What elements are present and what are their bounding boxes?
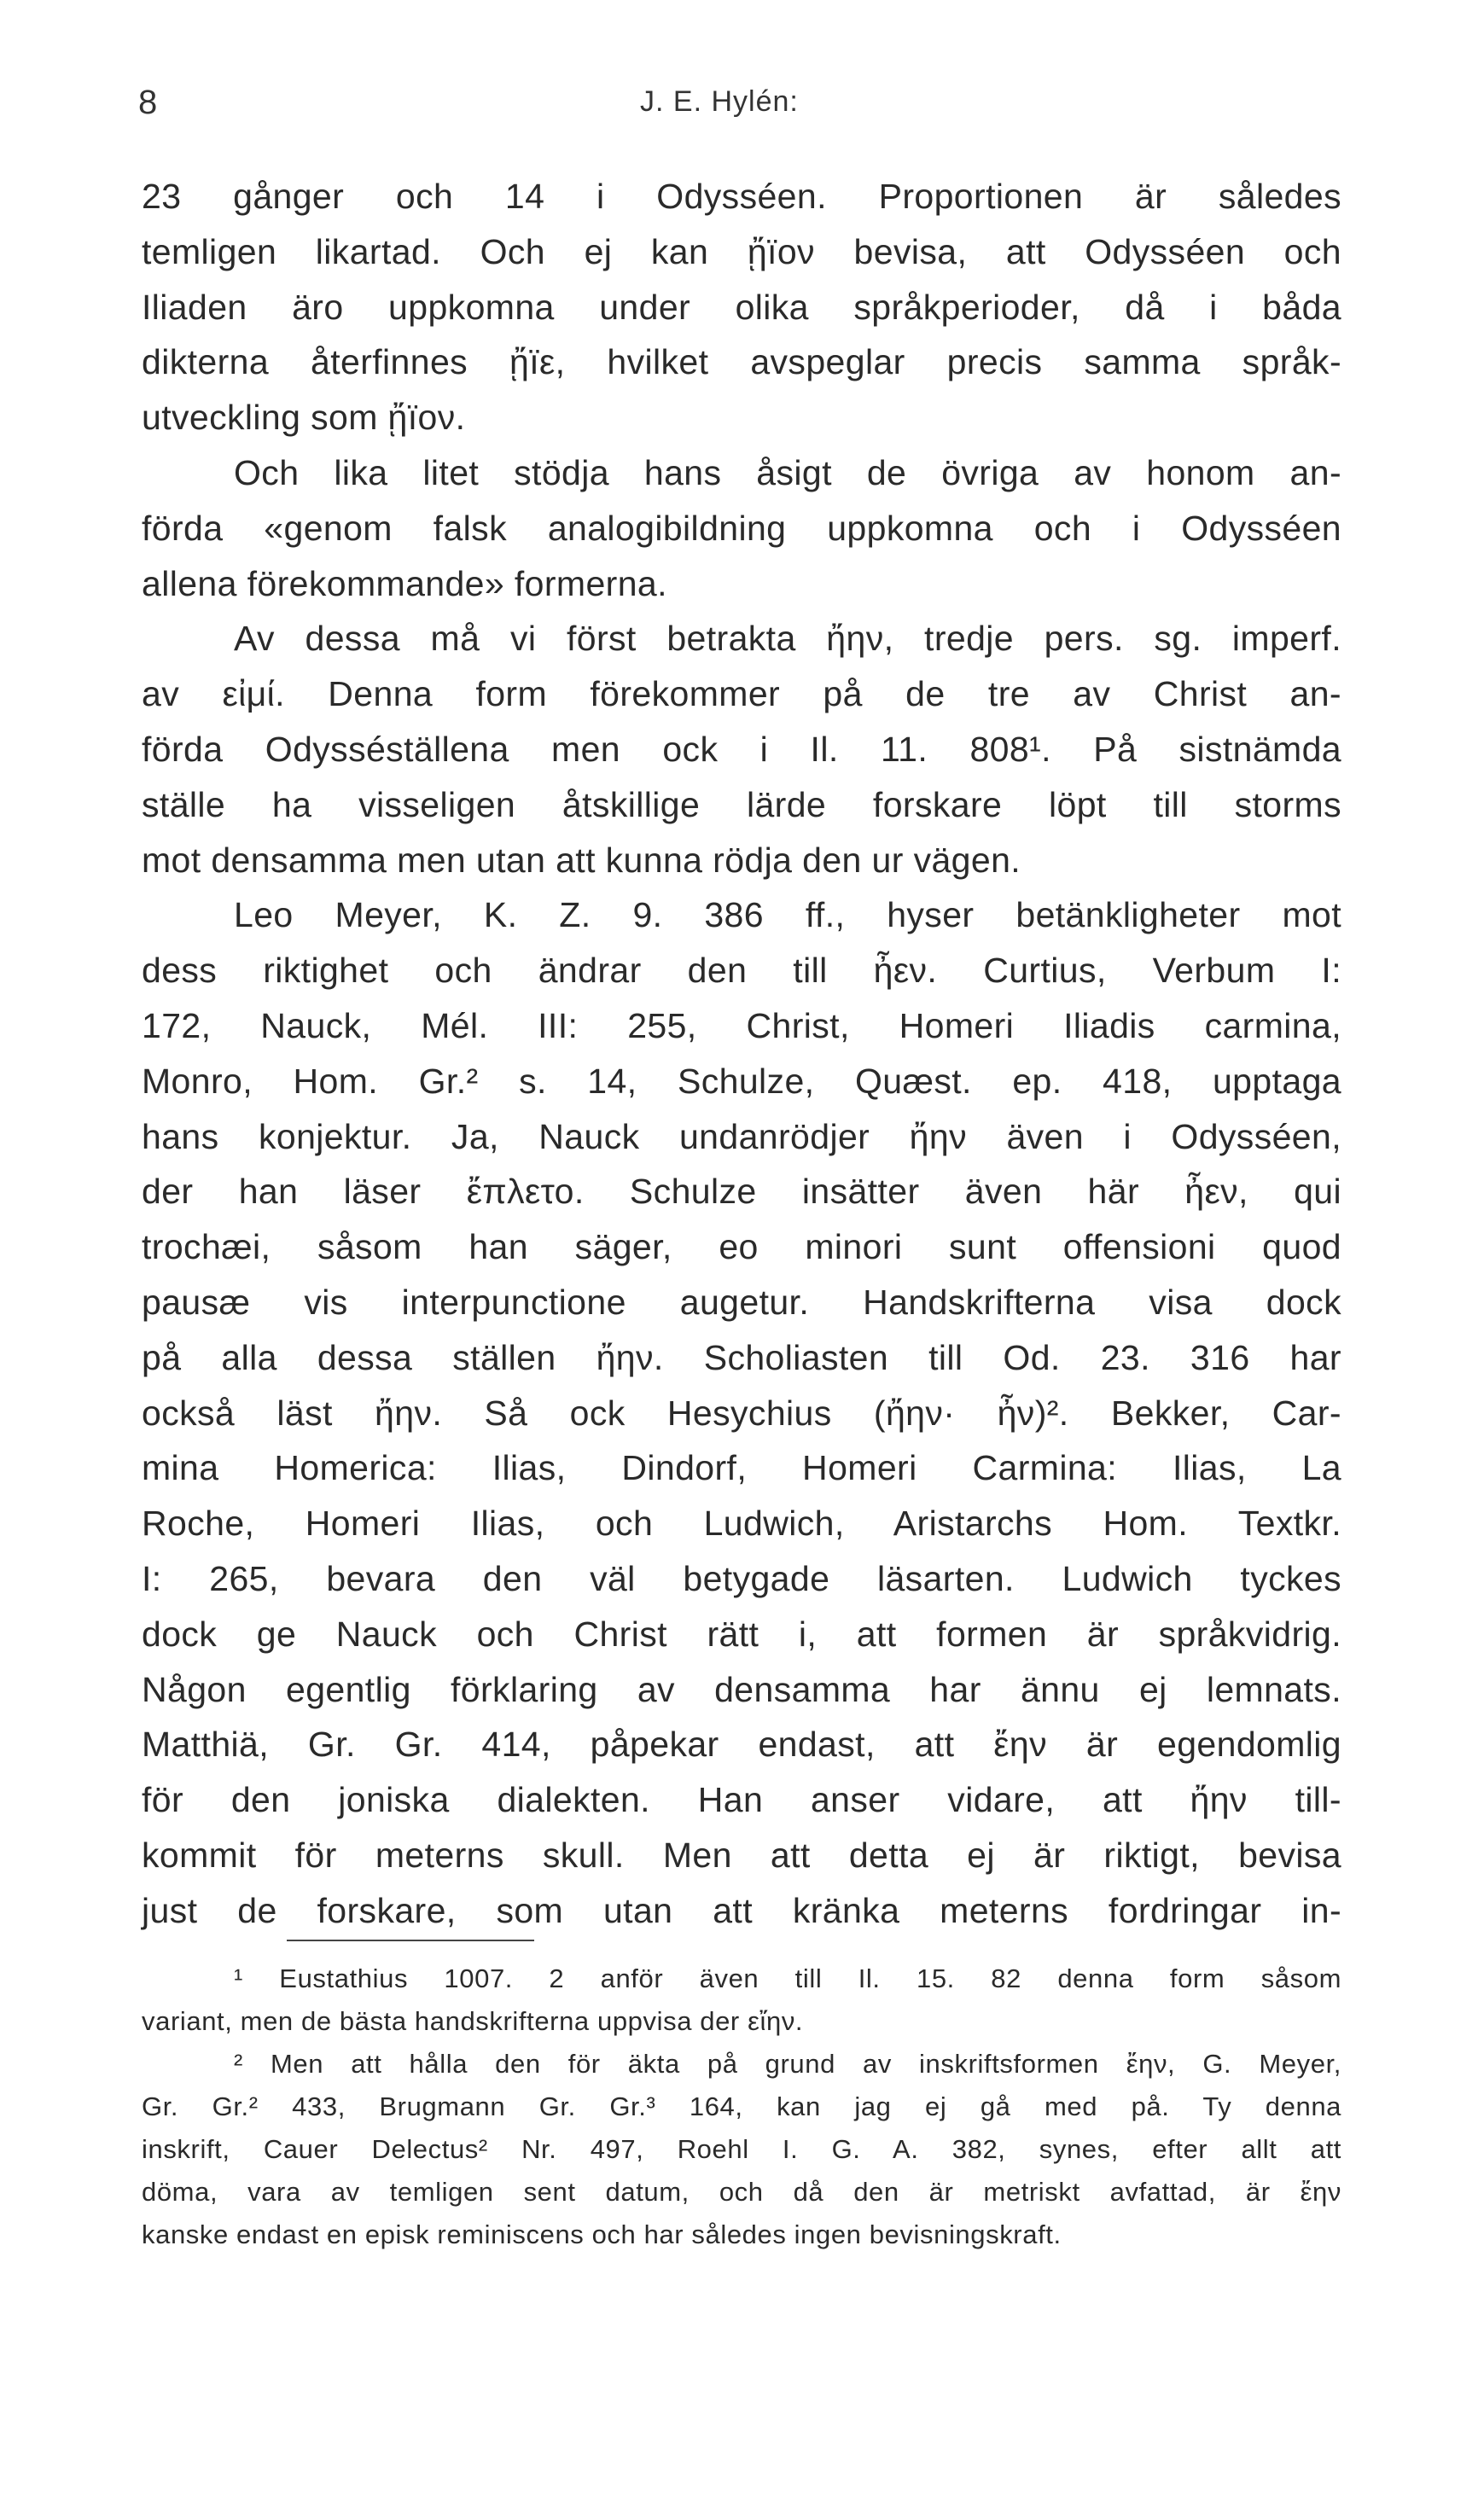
text-line: trochæi, såsom han säger, eo minori sunt offensioni quod (142, 1227, 1341, 1267)
text-line: utveckling som ᾔïον. (142, 398, 466, 438)
text-line: Monro, Hom. Gr.² s. 14, Schulze, Quæst. ep. 418, upptaga (142, 1061, 1341, 1101)
text-line: just de forskare, som utan att kränka meterns fordringar in- (142, 1890, 1341, 1930)
footnote-line: ¹ Eustathius 1007. 2 anför även till Il. 15. 82 denna form såsom (234, 1963, 1341, 1993)
footnotes (142, 1958, 1341, 2256)
text-line: mot densamma men utan att kunna rödja den ur vägen. (142, 840, 1021, 880)
text-line: dock ge Nauck och Christ rätt i, att formen är språkvidrig. (142, 1614, 1341, 1654)
running-head: J. E. Hylén: (640, 85, 799, 118)
page-header (138, 84, 1341, 135)
text-line: pausæ vis interpunctione augetur. Handskrifterna visa dock (142, 1282, 1341, 1322)
text-line: Matthiä, Gr. Gr. 414, påpekar endast, att ἔην är egendomlig (142, 1725, 1341, 1765)
footnote-line: döma, vara av temligen sent datum, och då den är metriskt avfattad, är ἔην (142, 2177, 1341, 2207)
footnote-line: kanske endast en episk reminiscens och har således ingen bevisningskraft. (142, 2219, 1062, 2249)
footnote-line: ² Men att hålla den för äkta på grund av inskriftsformen ἔην, G. Meyer, (234, 2049, 1341, 2079)
text-line: dikterna återfinnes ᾔïε, hvilket avspeglar precis samma språk- (142, 342, 1341, 382)
text-line: temligen likartad. Och ej kan ᾔïον bevisa, att Odysséen och (142, 231, 1341, 271)
text-line: dess riktighet och ändrar den till ἦεν. Curtius, Verbum I: (142, 951, 1341, 991)
text-line: ställe ha visseligen åtskillige lärde forskare löpt till storms (142, 784, 1341, 824)
page-number: 8 (138, 84, 158, 121)
text-line: förda Odysséställena men ock i Il. 11. 808¹. På sistnämda (142, 729, 1341, 769)
text-line: Iliaden äro uppkomna under olika språkperioder, då i båda (142, 287, 1341, 327)
footnote-divider (287, 1940, 534, 1941)
text-line: också läst ἤην. Så ock Hesychius (ἤην· ἦν)². Bekker, Car- (142, 1393, 1341, 1433)
text-line: Leo Meyer, K. Z. 9. 386 ff., hyser betänkligheter mot (234, 895, 1341, 935)
text-line: I: 265, bevara den väl betygade läsarten. Ludwich tyckes (142, 1558, 1341, 1598)
text-line: Av dessa må vi först betrakta ἤην, tredje pers. sg. imperf. (234, 619, 1341, 659)
text-line: Någon egentlig förklaring av densamma har ännu ej lemnats. (142, 1669, 1341, 1709)
text-line: 23 gånger och 14 i Odysséen. Proportionen är således (142, 177, 1341, 216)
text-line: Roche, Homeri Ilias, och Ludwich, Aristarchs Hom. Textkr. (142, 1504, 1341, 1544)
text-line: kommit för meterns skull. Men att detta ej är riktigt, bevisa (142, 1835, 1341, 1875)
text-line: för den joniska dialekten. Han anser vidare, att ἤην till- (142, 1780, 1341, 1820)
text-line: allena förekommande» formerna. (142, 563, 667, 603)
text-line: Och lika litet stödja hans åsigt de övriga av honom an- (234, 452, 1341, 492)
text-line: på alla dessa ställen ἤην. Scholiasten till Od. 23. 316 har (142, 1337, 1341, 1377)
text-line: förda «genom falsk analogibildning uppkomna och i Odysséen (142, 508, 1341, 548)
text-line: der han läser ἔπλετο. Schulze insätter även här ἦεν, qui (142, 1172, 1341, 1212)
text-line: hans konjektur. Ja, Nauck undanrödjer ἤην även i Odysséen, (142, 1116, 1341, 1156)
text-line: mina Homerica: Ilias, Dindorf, Homeri Carmina: Ilias, La (142, 1448, 1341, 1488)
footnote-line: inskrift, Cauer Delectus² Nr. 497, Roehl I. G. A. 382, synes, efter allt att (142, 2134, 1341, 2164)
footnote-line: variant, men de bästa handskrifterna uppvisa der εἴην. (142, 2006, 804, 2036)
body-text (142, 169, 1341, 1939)
text-line: 172, Nauck, Mél. III: 255, Christ, Homeri Iliadis carmina, (142, 1005, 1341, 1045)
footnote-line: Gr. Gr.² 433, Brugmann Gr. Gr.³ 164, kan jag ej gå med på. Ty denna (142, 2091, 1341, 2121)
text-line: av εἰμί. Denna form förekommer på de tre av Christ an- (142, 674, 1341, 714)
